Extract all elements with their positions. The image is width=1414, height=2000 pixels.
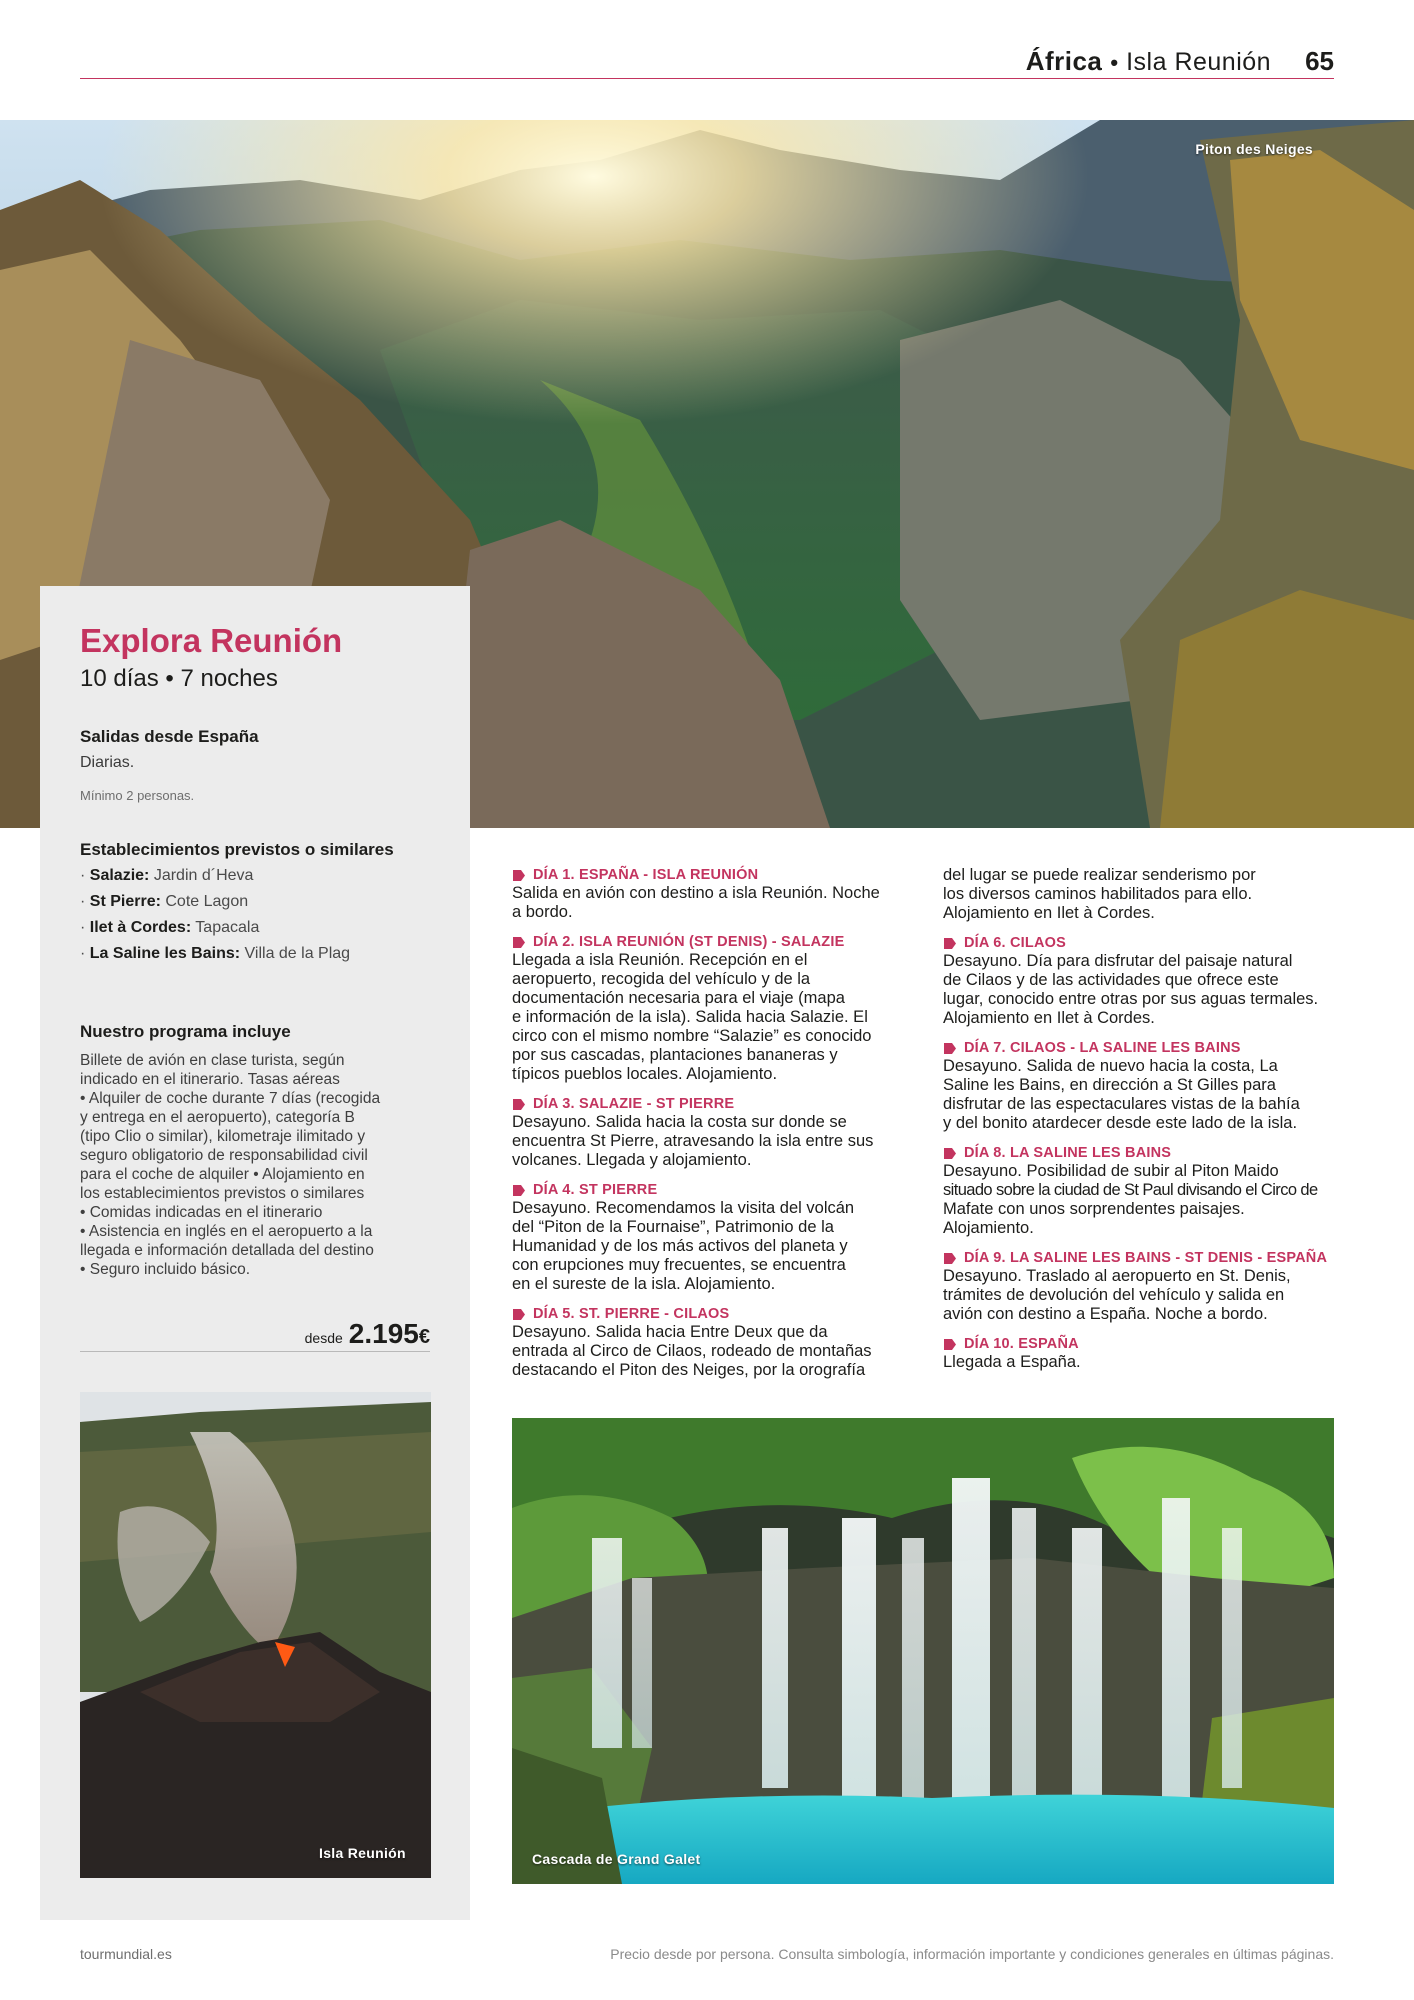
trip-title: Explora Reunión <box>80 622 343 659</box>
day-heading: DÍA 9. LA SALINE LES BAINS - ST DENIS - ESPAÑA <box>964 1250 1328 1266</box>
day-heading: DÍA 3. SALAZIE - ST PIERRE <box>533 1096 735 1112</box>
price-prefix: desde <box>304 1330 343 1346</box>
day-text: Desayuno. Salida hacia Entre Deux que da entrada al Circo de Cilaos, rodeado de montañas destacando el Piton des Neiges, por la orografía <box>512 1323 872 1379</box>
itinerary-day <box>943 1144 1335 1238</box>
day-text: Desayuno. Salida hacia la costa sur donde se encuentra St Pierre, atravesando la isla entre sus volcanes. Llegada y alojamiento. <box>512 1113 874 1169</box>
itinerary-day <box>512 933 904 1084</box>
hero-caption: Piton des Neiges <box>1195 141 1313 157</box>
day-text: Llegada a España. <box>943 1353 1081 1371</box>
includes-text: Billete de avión en clase turista, según indicado en el itinerario. Tasas aéreas • Alquiler de coche durante 7 días (recogida y entrega en el aeropuerto), categoría B (tipo Clio o similar), kilometraje ilimitado y seguro obligatorio de responsabilidad civil para el coche de alquiler • Alojamiento en los establecimientos previstos o similares • Comidas indicadas en el itinerario • Asistencia en inglés en el aeropuerto a la llegada e información detallada del destino • Seguro incluido básico. <box>80 1052 381 1278</box>
includes-heading: Nuestro programa incluye <box>80 1022 291 1041</box>
volcano-image <box>80 1392 431 1878</box>
day-marker-icon <box>943 1338 957 1351</box>
separator-dot: • <box>1110 50 1119 75</box>
hotel-item: · La Saline les Bains: Villa de la Plag <box>80 945 351 962</box>
day-marker-icon <box>512 869 526 882</box>
day-text: Salida en avión con destino a isla Reunión. Noche a bordo. <box>512 884 880 921</box>
price-divider <box>80 1351 430 1352</box>
day-text: Llegada a isla Reunión. Recepción en el aeropuerto, recogida del vehículo y de la documentación necesaria para el viaje (mapa e información de la isla). Salida hacia Salazie. El circo con el mismo nombre “Salazie” es conocido por sus cascadas, plantaciones bananeras y típicos pueblos locales. Alojamiento. <box>512 951 872 1083</box>
day-text: Desayuno. Día para disfrutar del paisaje natural de Cilaos y de las actividades que ofrece este lugar, conocido entre otras por sus aguas termales. Alojamiento en Ilet à Cordes. <box>943 952 1319 1027</box>
itinerary-day-continued <box>943 866 1335 923</box>
itinerary-day <box>943 934 1335 1028</box>
day-marker-icon <box>943 1147 957 1160</box>
departures-heading: Salidas desde España <box>80 727 259 746</box>
itinerary-day <box>943 1249 1335 1324</box>
day-marker-icon <box>943 937 957 950</box>
footer-note: Precio desde por persona. Consulta simbología, información importante y condiciones generales en últimas páginas. <box>610 1946 1334 1962</box>
footer-website: tourmundial.es <box>80 1946 172 1962</box>
day-marker-icon <box>943 1252 957 1265</box>
itinerary-column-1 <box>512 866 904 1391</box>
hotel-item: · Ilet à Cordes: Tapacala <box>80 919 260 936</box>
day-heading: DÍA 6. CILAOS <box>964 935 1066 951</box>
day-heading: DÍA 7. CILAOS - LA SALINE LES BAINS <box>964 1040 1241 1056</box>
price-amount: 2.195 <box>348 1318 419 1349</box>
itinerary-day <box>512 1305 904 1380</box>
day-heading: DÍA 1. ESPAÑA - ISLA REUNIÓN <box>533 867 759 883</box>
day-marker-icon <box>512 936 526 949</box>
day-marker-icon <box>943 1042 957 1055</box>
waterfall-caption: Cascada de Grand Galet <box>532 1851 701 1867</box>
day-text: Desayuno. Recomendamos la visita del volcán del “Piton de la Fournaise”, Patrimonio de la Humanidad y de los más activos del planeta y con erupciones muy frecuentes, se encuentra en el sureste de la isla. Alojamiento. <box>512 1199 855 1293</box>
day-marker-icon <box>512 1098 526 1111</box>
day-heading: DÍA 8. LA SALINE LES BAINS <box>964 1145 1172 1161</box>
day-heading: DÍA 10. ESPAÑA <box>964 1336 1079 1352</box>
hotel-item: · Salazie: Jardin d´Heva <box>80 867 254 884</box>
day-heading: DÍA 4. ST PIERRE <box>533 1182 658 1198</box>
itinerary-day <box>943 1039 1335 1133</box>
itinerary-day <box>512 866 904 922</box>
itinerary-day <box>512 1181 904 1294</box>
header-divider <box>80 78 1334 79</box>
price-block <box>305 1318 430 1350</box>
hotels-list <box>80 867 350 971</box>
destination-label: Isla Reunión <box>1126 48 1272 76</box>
day-heading: DÍA 2. ISLA REUNIÓN (ST DENIS) - SALAZIE <box>533 934 845 950</box>
day-text: Desayuno. Traslado al aeropuerto en St. Denis, trámites de devolución del vehículo y salida en avión con destino a España. Noche a bordo. <box>943 1267 1291 1323</box>
region-label: África <box>1025 46 1103 76</box>
hotels-heading: Establecimientos previstos o similares <box>80 840 394 859</box>
price-currency: € <box>418 1326 430 1348</box>
itinerary-day <box>943 1335 1335 1372</box>
day-marker-icon <box>512 1184 526 1197</box>
itinerary-column-2 <box>943 866 1335 1383</box>
trip-duration: 10 días • 7 noches <box>80 665 278 692</box>
day-text: Desayuno. Salida de nuevo hacia la costa, La Saline les Bains, en dirección a St Gilles para disfrutar de las espectaculares vistas de la bahía y del bonito atardecer desde este lado de la isla. <box>943 1057 1300 1132</box>
minimum-people-note: Mínimo 2 personas. <box>80 788 195 803</box>
volcano-caption: Isla Reunión <box>319 1845 406 1861</box>
day-marker-icon <box>512 1308 526 1321</box>
departures-text: Diarias. <box>80 754 135 771</box>
hotel-item: · St Pierre: Cote Lagon <box>80 893 249 910</box>
day-text: del lugar se puede realizar senderismo por los diversos caminos habilitados para ello. Alojamiento en Ilet à Cordes. <box>943 866 1256 922</box>
day-text: Desayuno. Posibilidad de subir al Piton Maido situado sobre la ciudad de St Paul divisando el Circo de Mafate con unos sorprendentes paisajes. Alojamiento. <box>943 1162 1318 1237</box>
page-header <box>80 46 1334 80</box>
page-number: 65 <box>1305 46 1334 76</box>
day-heading: DÍA 5. ST. PIERRE - CILAOS <box>533 1306 730 1322</box>
itinerary-day <box>512 1095 904 1170</box>
waterfall-image <box>512 1418 1334 1884</box>
